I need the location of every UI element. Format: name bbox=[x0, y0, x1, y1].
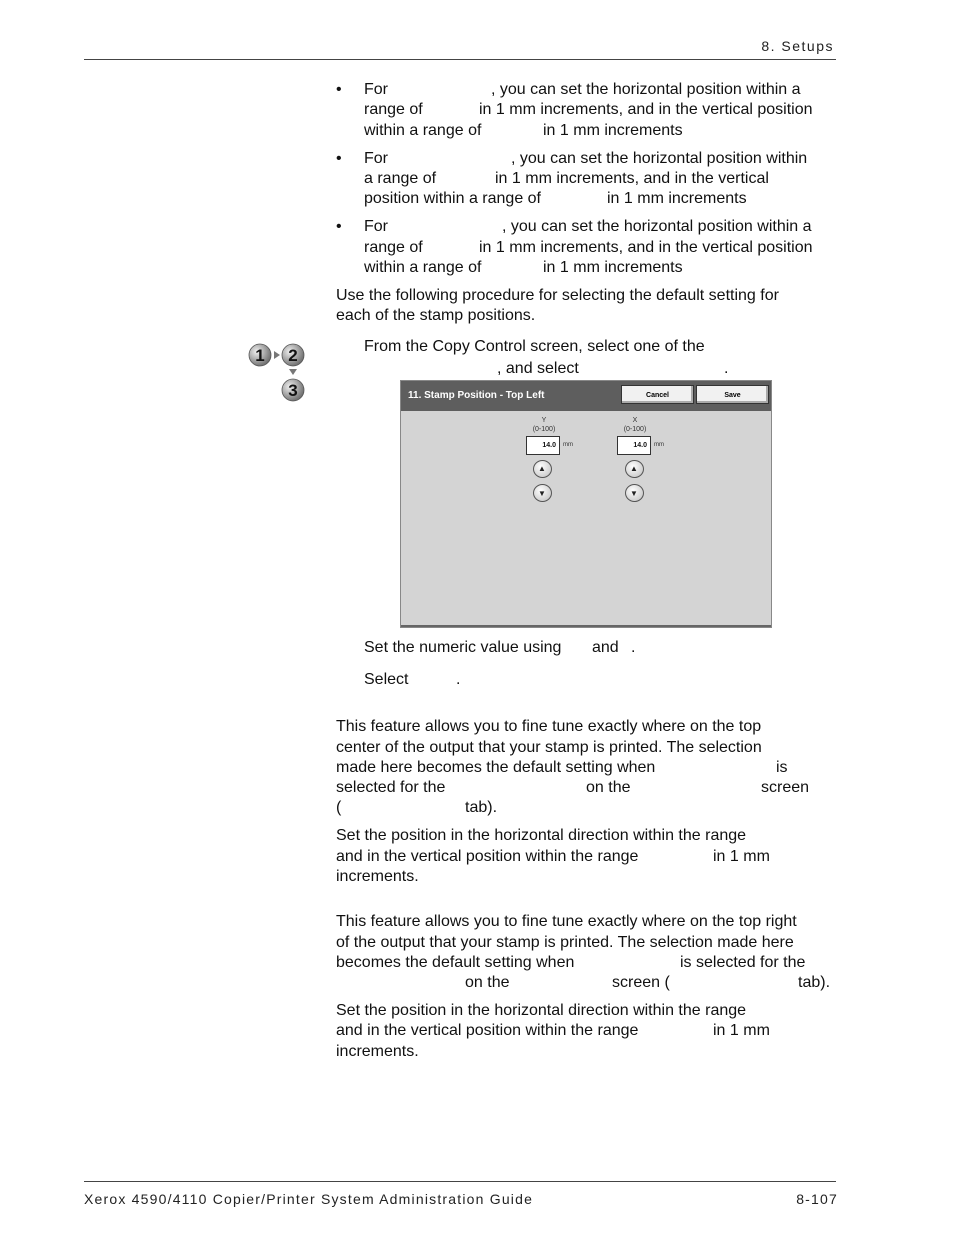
procedure-intro: each of the stamp positions. bbox=[336, 307, 536, 324]
top-right-text: tab). bbox=[798, 974, 831, 991]
bullet-text: in 1 mm increments, and in the vertical bbox=[495, 170, 769, 187]
x-increase-button[interactable] bbox=[625, 460, 644, 478]
page-number: 8-107 bbox=[796, 1191, 838, 1207]
bullet-text: in 1 mm increments bbox=[543, 259, 683, 276]
screen-bottom-border bbox=[401, 625, 771, 627]
svg-text:1: 1 bbox=[255, 346, 265, 365]
top-right-text: of the output that your stamp is printed. The selection made here bbox=[336, 934, 794, 951]
top-right-text: on the bbox=[465, 974, 510, 991]
y-range-label: (0-100) bbox=[532, 426, 556, 433]
top-right-text: This feature allows you to fine tune exactly where on the top right bbox=[336, 913, 797, 930]
top-center-text: This feature allows you to fine tune exactly where on the top bbox=[336, 718, 762, 735]
step2-text: and bbox=[592, 639, 619, 656]
top-center-text: in 1 mm bbox=[713, 848, 770, 865]
step1-text: . bbox=[724, 360, 729, 377]
bullet-text: , you can set the horizontal position within bbox=[511, 150, 808, 167]
x-value-field[interactable]: 14.0 bbox=[617, 436, 651, 455]
procedure-intro: Use the following procedure for selecting the default setting for bbox=[336, 287, 779, 304]
step1-text: From the Copy Control screen, select one of the bbox=[364, 338, 705, 355]
x-unit-label: mm bbox=[654, 442, 664, 448]
top-right-text: Set the position in the horizontal direction within the range bbox=[336, 1002, 747, 1019]
down-arrow-icon: ▼ bbox=[630, 489, 638, 498]
bullet-text: in 1 mm increments bbox=[607, 190, 747, 207]
svg-text:3: 3 bbox=[288, 381, 298, 400]
top-center-text: made here becomes the default setting when bbox=[336, 759, 656, 776]
y-decrease-button[interactable] bbox=[533, 484, 552, 502]
bullet-text: For bbox=[364, 218, 388, 235]
top-center-text: selected for the bbox=[336, 779, 446, 796]
footer-title: Xerox 4590/4110 Copier/Printer System Administration Guide bbox=[84, 1191, 534, 1207]
bullet-text: position within a range of bbox=[364, 190, 541, 207]
header-rule bbox=[84, 59, 836, 60]
screen-title: 11. Stamp Position - Top Left bbox=[403, 383, 619, 409]
bullet-text: range of bbox=[364, 239, 423, 256]
y-value-field[interactable]: 14.0 bbox=[526, 436, 560, 455]
top-center-text: on the bbox=[586, 779, 631, 796]
top-center-text: center of the output that your stamp is printed. The selection bbox=[336, 739, 762, 756]
down-arrow-icon: ▼ bbox=[538, 489, 546, 498]
step2-text: . bbox=[631, 639, 636, 656]
bullet-text: in 1 mm increments, and in the vertical position bbox=[479, 101, 813, 118]
save-button[interactable]: Save bbox=[696, 385, 769, 404]
top-right-text: in 1 mm bbox=[713, 1022, 770, 1039]
bullet-text: range of bbox=[364, 101, 423, 118]
up-arrow-icon: ▲ bbox=[538, 464, 546, 473]
steps-icon bbox=[247, 341, 309, 405]
top-center-text: tab). bbox=[465, 799, 498, 816]
svg-text:2: 2 bbox=[288, 346, 298, 365]
y-unit-label: mm bbox=[563, 442, 573, 448]
top-right-text: screen ( bbox=[612, 974, 670, 991]
bullet-dot: • bbox=[336, 218, 342, 235]
y-axis-label: Y bbox=[541, 417, 547, 424]
top-center-text: and in the vertical position within the range bbox=[336, 848, 639, 865]
bullet-dot: • bbox=[336, 81, 342, 98]
bullet-text: , you can set the horizontal position within a bbox=[491, 81, 801, 98]
bullet-text: in 1 mm increments, and in the vertical position bbox=[479, 239, 813, 256]
x-axis-label: X bbox=[632, 417, 638, 424]
top-center-text: Set the position in the horizontal direction within the range bbox=[336, 827, 747, 844]
top-center-text: increments. bbox=[336, 868, 419, 885]
top-right-text: increments. bbox=[336, 1043, 419, 1060]
footer-rule bbox=[84, 1181, 836, 1182]
x-range-label: (0-100) bbox=[623, 426, 647, 433]
step2-text: Set the numeric value using bbox=[364, 639, 562, 656]
bullet-dot: • bbox=[336, 150, 342, 167]
x-decrease-button[interactable] bbox=[625, 484, 644, 502]
y-increase-button[interactable] bbox=[533, 460, 552, 478]
top-center-text: is bbox=[776, 759, 788, 776]
bullet-text: For bbox=[364, 81, 388, 98]
bullet-text: in 1 mm increments bbox=[543, 122, 683, 139]
bullet-text: within a range of bbox=[364, 259, 482, 276]
step3-text: Select bbox=[364, 671, 409, 688]
bullet-text: , you can set the horizontal position within a bbox=[502, 218, 812, 235]
bullet-text: a range of bbox=[364, 170, 437, 187]
stamp-position-screenshot bbox=[400, 380, 772, 628]
bullet-text: For bbox=[364, 150, 388, 167]
top-center-text: screen bbox=[761, 779, 810, 796]
up-arrow-icon: ▲ bbox=[630, 464, 638, 473]
bullet-text: within a range of bbox=[364, 122, 482, 139]
top-center-text: ( bbox=[336, 799, 342, 816]
step3-text: . bbox=[456, 671, 461, 688]
cancel-button[interactable]: Cancel bbox=[621, 385, 694, 404]
step1-text: , and select bbox=[497, 360, 579, 377]
running-header: 8. Setups bbox=[761, 38, 834, 54]
top-right-text: is selected for the bbox=[680, 954, 806, 971]
top-right-text: becomes the default setting when bbox=[336, 954, 575, 971]
top-right-text: and in the vertical position within the range bbox=[336, 1022, 639, 1039]
